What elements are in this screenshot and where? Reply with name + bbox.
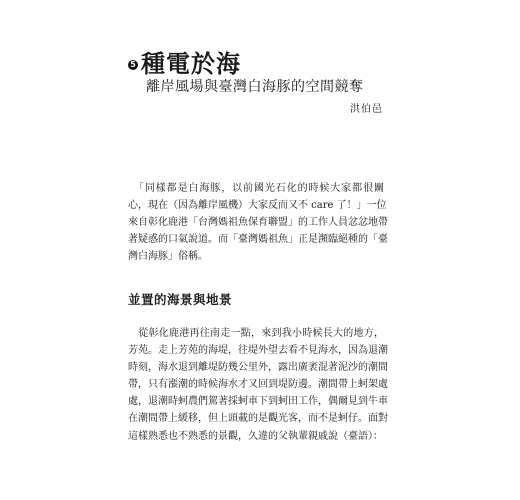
text-line: 灣白海豚」俗稱。	[128, 251, 208, 263]
text-line: 處，退潮時蚵農們駕著採蚵車下到蚵田工作，偶爾見到牛車	[128, 396, 388, 408]
paragraph-body	[128, 325, 388, 445]
chapter-header	[128, 50, 241, 78]
text-line: 來自彰化鹿港「台灣媽祖魚保育聯盟」的工作人員忿忿地帶	[128, 217, 388, 229]
text-line: 帶，只有漲潮的時候海水才又回到堤防邊。潮間帶上蚵架處	[128, 379, 388, 391]
author-name: 洪伯邑	[350, 104, 383, 115]
text-line: 心，現在（因為離岸風機）大家反而又不 care 了！」一位	[128, 200, 387, 212]
text-line: 著疑惑的口氣說道。而「臺灣媽祖魚」正是瀕臨絕種的「臺	[128, 234, 388, 246]
text-line: 在潮間帶上緩移，但上頭載的是觀光客，而不是蚵仔。面對	[128, 413, 388, 425]
text-line: 這樣熟悉也不熟悉的景觀，久違的父執輩親戚說（臺語）：	[128, 430, 383, 442]
text-line: 時刻，海水退到離堤防幾公里外，露出廣袤混著泥沙的潮間	[128, 362, 388, 374]
chapter-subtitle: 離岸風場與臺灣白海豚的空間競奪	[146, 79, 364, 95]
chapter-title: 種電於海	[141, 49, 241, 78]
text-line: 從彰化鹿港再往南走一點，來到我小時候長大的地方，	[128, 328, 384, 339]
paragraph-intro	[128, 180, 388, 265]
chapter-number-badge: 5	[128, 60, 138, 70]
text-line: 芳苑。走上芳苑的海堤，往堤外望去看不見海水，因為退潮	[128, 345, 388, 357]
text-line: 「同樣都是白海豚，以前國光石化的時候大家都很關	[128, 183, 384, 194]
section-heading: 並置的海景與地景	[128, 292, 233, 307]
